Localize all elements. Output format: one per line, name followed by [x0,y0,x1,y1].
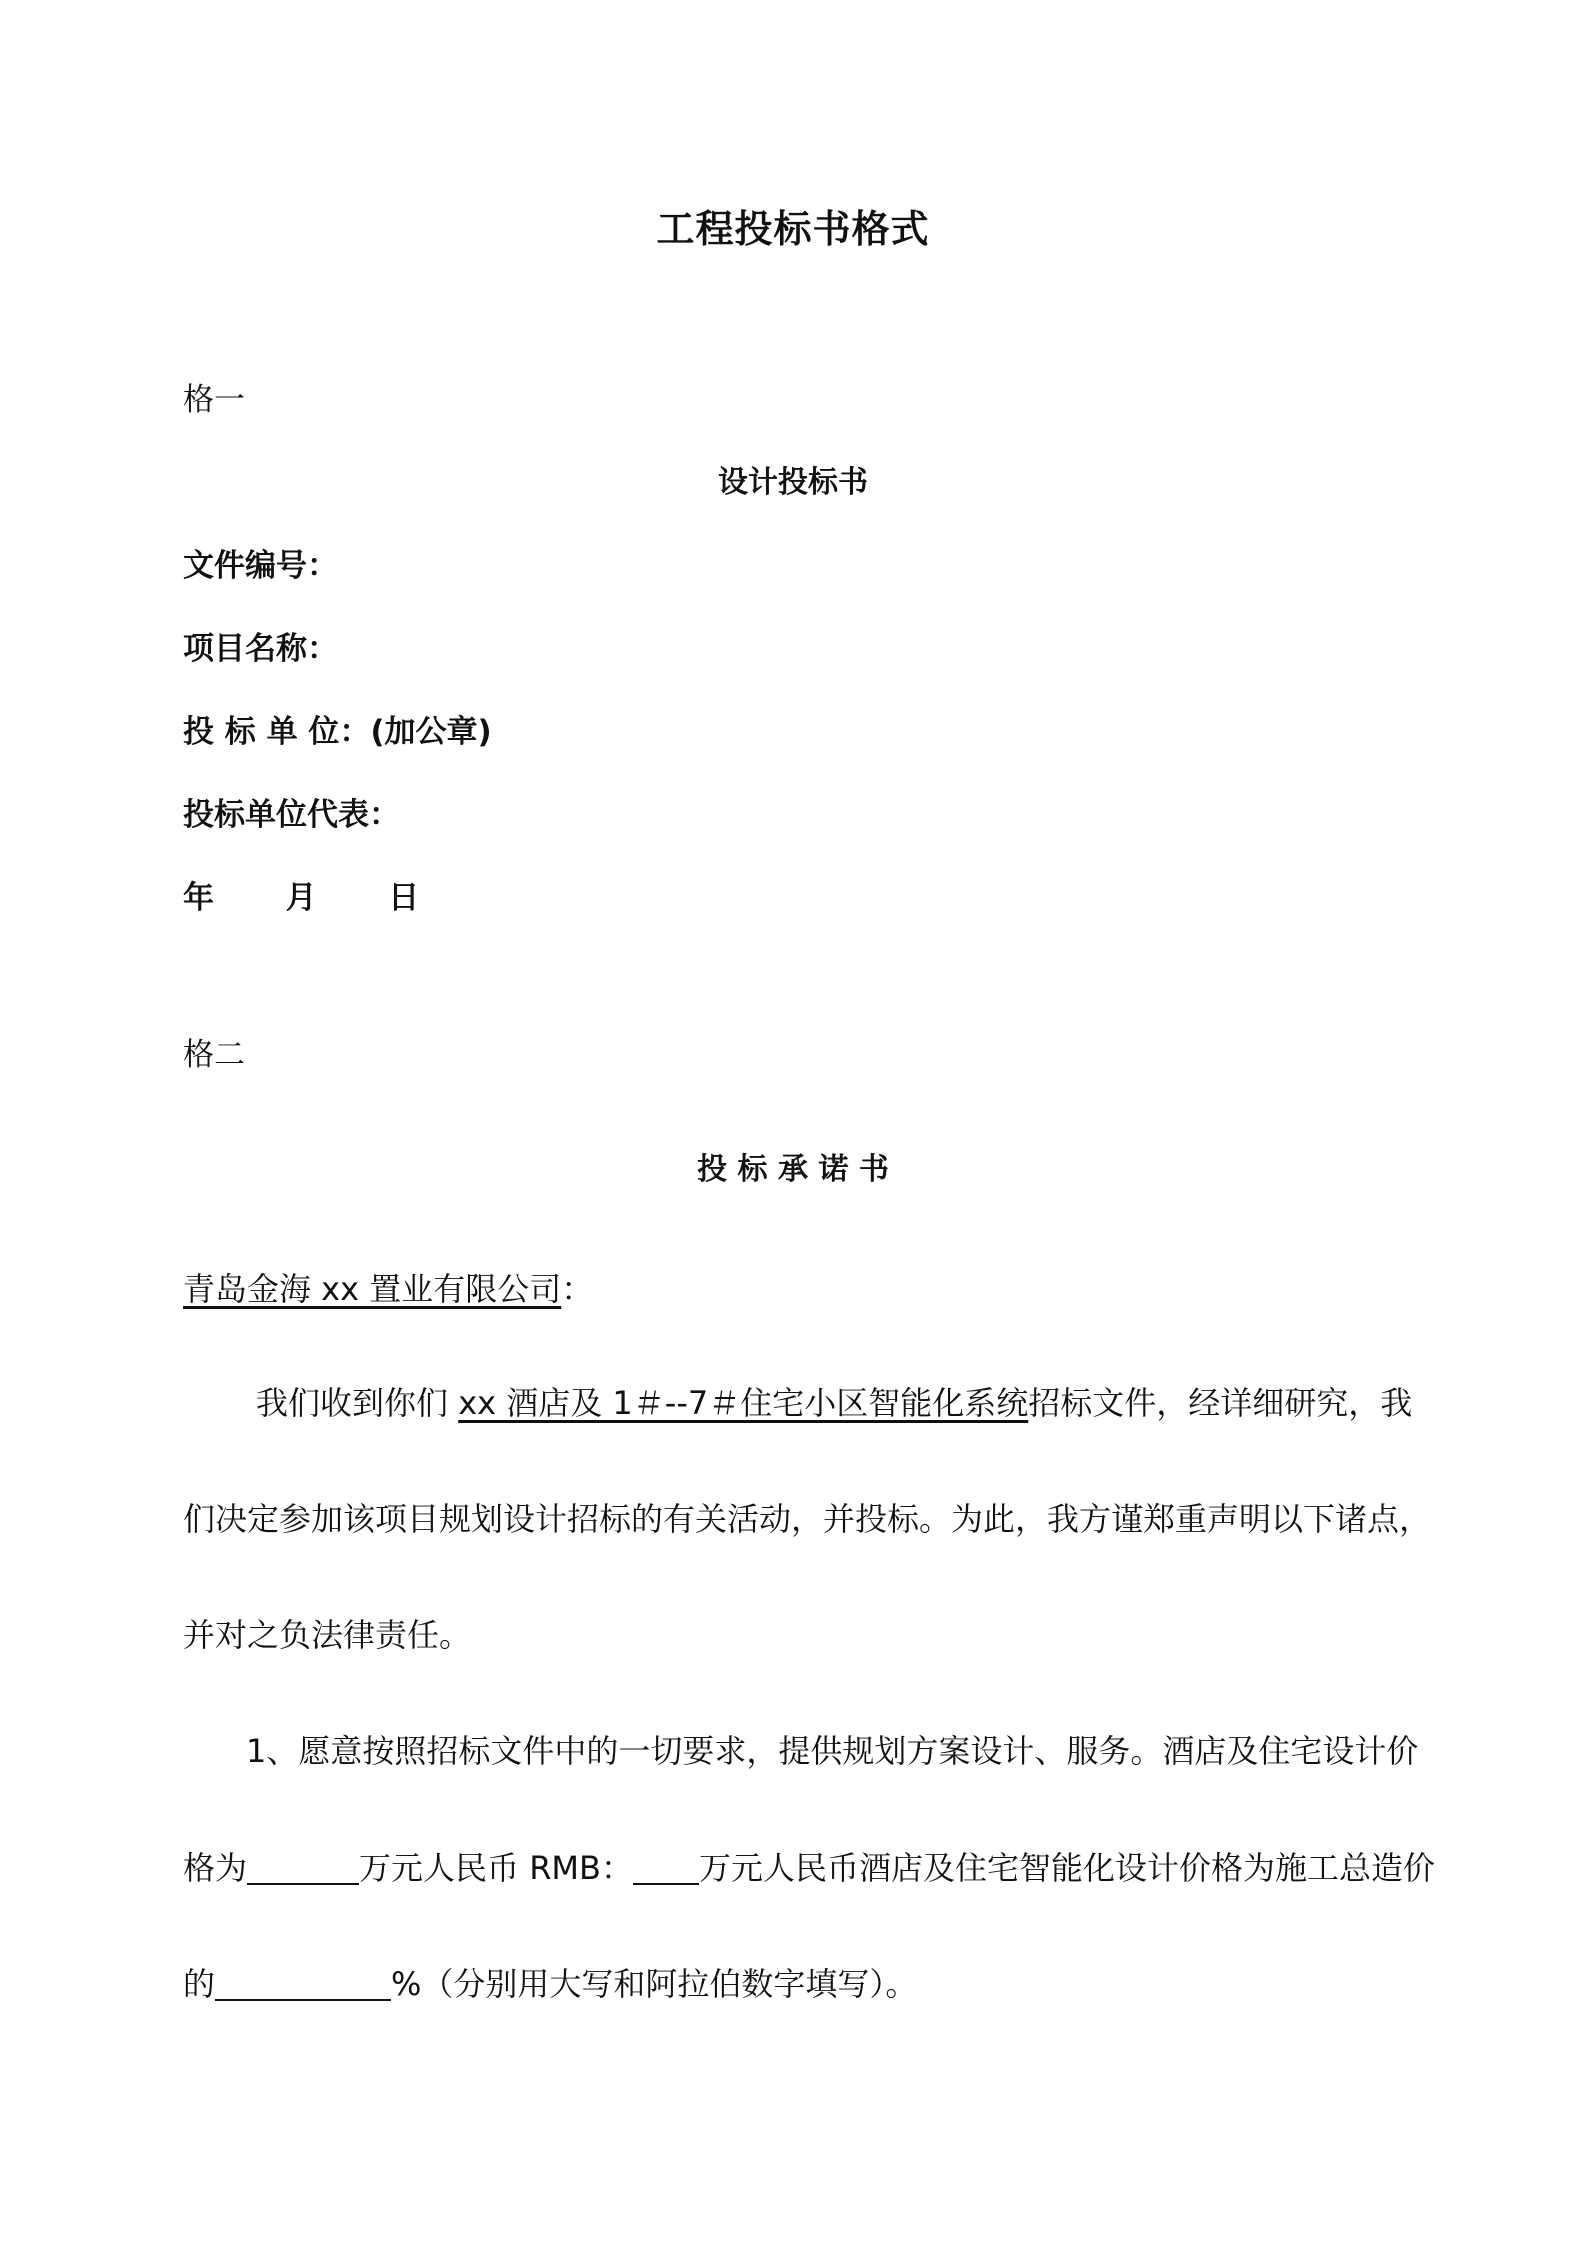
format2-label: 格二 [183,1037,245,1073]
doc-number-field: 文件编号： [183,548,338,584]
addressee-line [183,1270,594,1308]
format1-heading: 设计投标书 [718,465,868,500]
para1-post: 招标文件，经详细研究，我 [1028,1384,1413,1422]
page-title: 工程投标书格式 [656,207,930,251]
para1-line3: 并对之负法律责任。 [183,1616,472,1654]
addressee: 青岛金海 xx 置业有限公司 [183,1270,562,1308]
date-line [183,880,420,916]
item1-line3 [183,1967,917,2001]
bidder-label: 投 标 单 位： [183,714,371,750]
addressee-colon: ： [561,1270,594,1308]
item1-line3-a: 的 [183,1965,216,2003]
rmb-blank[interactable] [633,1851,699,1885]
bidder-note: (加公章) [370,714,492,750]
para1-line1 [256,1384,1413,1422]
format2-heading: 投 标 承 诺 书 [697,1152,889,1187]
item1-line2 [183,1851,1435,1885]
project-name-underlined: xx 酒店及 1＃--7＃住宅小区智能化系统 [458,1384,1029,1422]
date-month: 月 [285,880,317,916]
project-name-field: 项目名称： [183,631,338,667]
format1-label: 格一 [183,382,245,418]
date-year: 年 [183,880,214,916]
bidder-rep-field: 投标单位代表： [183,797,400,833]
item1-line2-a: 格为 [183,1849,248,1887]
bidder-field [183,714,492,750]
para1-pre: 我们收到你们 [256,1384,459,1422]
price-blank[interactable] [247,1851,359,1885]
item1-line3-b: %（分别用大写和阿拉伯数字填写）。 [391,1965,918,2003]
date-day: 日 [388,880,420,916]
item1-line2-c: 万元人民币酒店及住宅智能化设计价格为施工总造价 [699,1849,1436,1887]
percent-blank[interactable] [215,1967,391,2001]
item1-line1: 1、愿意按照招标文件中的一切要求，提供规划方案设计、服务。酒店及住宅设计价 [246,1732,1419,1770]
para1-line2: 们决定参加该项目规划设计招标的有关活动，并投标。为此，我方谨郑重声明以下诸点， [183,1500,1432,1538]
item1-line2-b: 万元人民币 RMB： [359,1849,633,1887]
